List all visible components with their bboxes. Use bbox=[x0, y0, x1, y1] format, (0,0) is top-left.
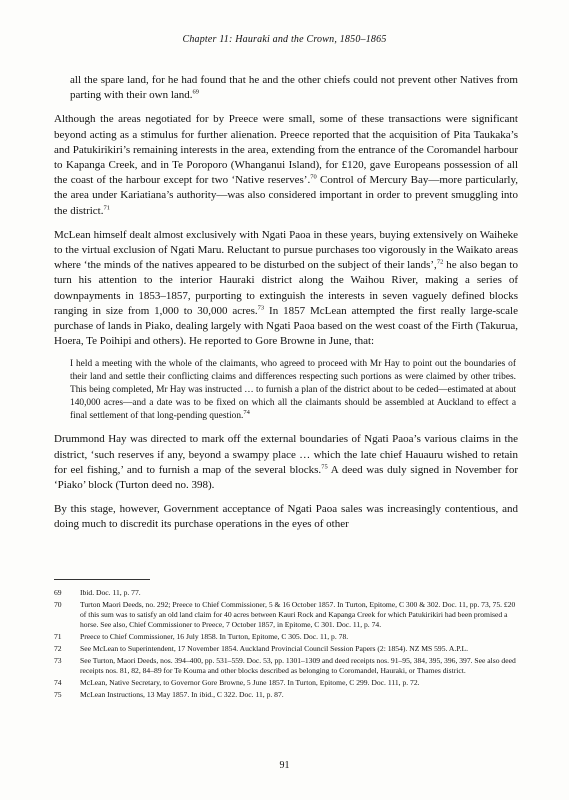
footnote-text: Turton Maori Deeds, no. 292; Preece to Chief Commissioner, 5 & 16 October 1857. In Turton, Epitome, C 300 & 302. Doc. 11, pp. 73, 75. £20 of this sum was to satisfy an old land claim for 40 acres between Kauri Rock and Kapanga Creek for which Patukirikiri had been promised a horse. See also, Chief Commissioner to Preece, 7 October 1857, in Epitome, C 301. Doc. 11, p. 74. bbox=[80, 600, 516, 629]
footnote-ref: 75 bbox=[321, 463, 328, 471]
footnote-ref: 72 bbox=[436, 258, 444, 266]
footnote-ref: 70 bbox=[310, 173, 317, 181]
footnote bbox=[54, 678, 518, 688]
footnote-number: 72 bbox=[54, 644, 62, 653]
footnote-divider bbox=[54, 579, 150, 580]
paragraph-text: Control of Mercury Bay—more particularly, the area under Kariatiana’s authority—was also considered important in order to prevent smuggling into the district. bbox=[54, 174, 519, 217]
paragraph-text: Drummond Hay was directed to mark off the external boundaries of Ngati Paoa’s various claims in the district, ‘such reserves if any, beyond a swampy place … which the late chief Hauauru wished to retain for eel fishing,’ and to furnish a map of the several blocks. bbox=[54, 433, 518, 476]
paragraph-text: A deed was duly signed in November for ‘Piako’ block (Turton deed no. 398). bbox=[54, 463, 518, 492]
footnote-number: 73 bbox=[54, 656, 62, 665]
footnote-number: 75 bbox=[54, 690, 62, 699]
footnote bbox=[54, 632, 518, 642]
footnote-text: Ibid. Doc. 11, p. 77. bbox=[80, 588, 141, 597]
footnote-text: McLean, Native Secretary, to Governor Gore Browne, 5 June 1857. In Turton, Epitome, C 299. Doc. 111, p. 72. bbox=[80, 678, 420, 687]
paragraph bbox=[54, 502, 518, 532]
footnote-ref: 73 bbox=[257, 304, 265, 312]
paragraph-continued bbox=[54, 73, 518, 103]
paragraph bbox=[54, 112, 518, 218]
footnote-number: 69 bbox=[54, 588, 62, 597]
footnote bbox=[54, 600, 518, 630]
footnote-text: See McLean to Superintendent, 17 November 1854. Auckland Provincial Council Session Papers (2: 1854). NZ MS 595. A.P.L. bbox=[80, 644, 469, 653]
footnote-text: See Turton, Maori Deeds, nos. 394–400, pp. 531–559. Doc. 53, pp. 1301–1309 and deed receipts nos. 91–95, 384, 395, 396, 397. See also deed receipts nos. 81, 82, 84–89 for Te Kouma and other blocks described as belonging to Coromandel, Hauraki, or Thames district. bbox=[80, 656, 516, 675]
footnote-text: McLean Instructions, 13 May 1857. In ibid., C 322. Doc. 11, p. 87. bbox=[80, 690, 284, 699]
footnote bbox=[54, 644, 518, 654]
main-text bbox=[54, 73, 518, 542]
footnote-number: 70 bbox=[54, 600, 62, 609]
footnote-text: Preece to Chief Commissioner, 16 July 1858. In Turton, Epitome, C 305. Doc. 11, p. 78. bbox=[80, 632, 349, 641]
paragraph-text: Although the areas negotiated for by Preece were small, some of these transactions were significant beyond acting as a stimulus for further alienation. Preece reported that the acquisition of Pita Taukaka’s and Patukirikiri’s remaining interests in the area, extending from the entrance of the Coromandel harbour to Kapanga Creek, and in Te Poroporo (Whanganui Island), for £120, gave Europeans possession of all the coast of the harbour except for two ‘Native reserves’. bbox=[54, 113, 518, 187]
paragraph-text: all the spare land, for he had found that he and the other chiefs could not prevent other Natives from parting with their own land. bbox=[70, 74, 518, 102]
quote-text: I held a meeting with the whole of the claimants, who agreed to proceed with Mr Hay to point out the boundaries of their land and settle their conflicting claims and differences respecting such portions as were claimed by other tribes. This being completed, Mr Hay was instructed … to furnish a plan of the district about to be ceded—estimated at about 140,000 acres—and a date was to be fixed on which all the claimants should be assembled at Auckland to effect a final settlement of that long-pending question. bbox=[70, 359, 516, 422]
paragraph-text: By this stage, however, Government acceptance of Ngati Paoa sales was increasingly contentious, and doing much to discredit its purchase operations in the eyes of other bbox=[54, 503, 518, 531]
paragraph-text: In 1857 McLean attempted the first really large-scale purchase of lands in Piako, dealing largely with Ngati Paoa based on the west coast of the Firth (Takurua, Hoera, Te Poihipi and others). He reported to Gore Browne in June, that: bbox=[54, 304, 518, 348]
block-quote bbox=[70, 358, 518, 423]
footnote bbox=[54, 588, 518, 598]
paragraph bbox=[54, 432, 518, 493]
footnote-ref: 71 bbox=[103, 203, 110, 211]
footnote-number: 74 bbox=[54, 678, 62, 687]
footnote bbox=[54, 690, 518, 700]
footnote bbox=[54, 656, 518, 676]
page-number: 91 bbox=[279, 760, 290, 771]
paragraph-text: he also began to turn his attention to the interior Hauraki district along the Waihou River, making a series of downpayments in 1853–1857, purporting to extinguish the interests in seven vaguely defined blocks ranging in size from 1,000 to 30,000 acres. bbox=[54, 259, 518, 317]
paragraph bbox=[54, 228, 518, 350]
footnotes bbox=[54, 588, 518, 702]
footnote-ref: 74 bbox=[243, 409, 250, 417]
paragraph-text: McLean himself dealt almost exclusively with Ngati Paoa in these years, buying extensively on Waiheke to the virtual exclusion of Ngati Maru. Reluctant to pursue purchases too vigorously in the Waikato areas where ‘the minds of the natives appeared to be disturbed on the subject of their lands’, bbox=[54, 228, 518, 272]
footnote-number: 71 bbox=[54, 632, 62, 641]
running-header: Chapter 11: Hauraki and the Crown, 1850–1865 bbox=[182, 34, 387, 45]
footnote-ref: 69 bbox=[192, 88, 200, 96]
